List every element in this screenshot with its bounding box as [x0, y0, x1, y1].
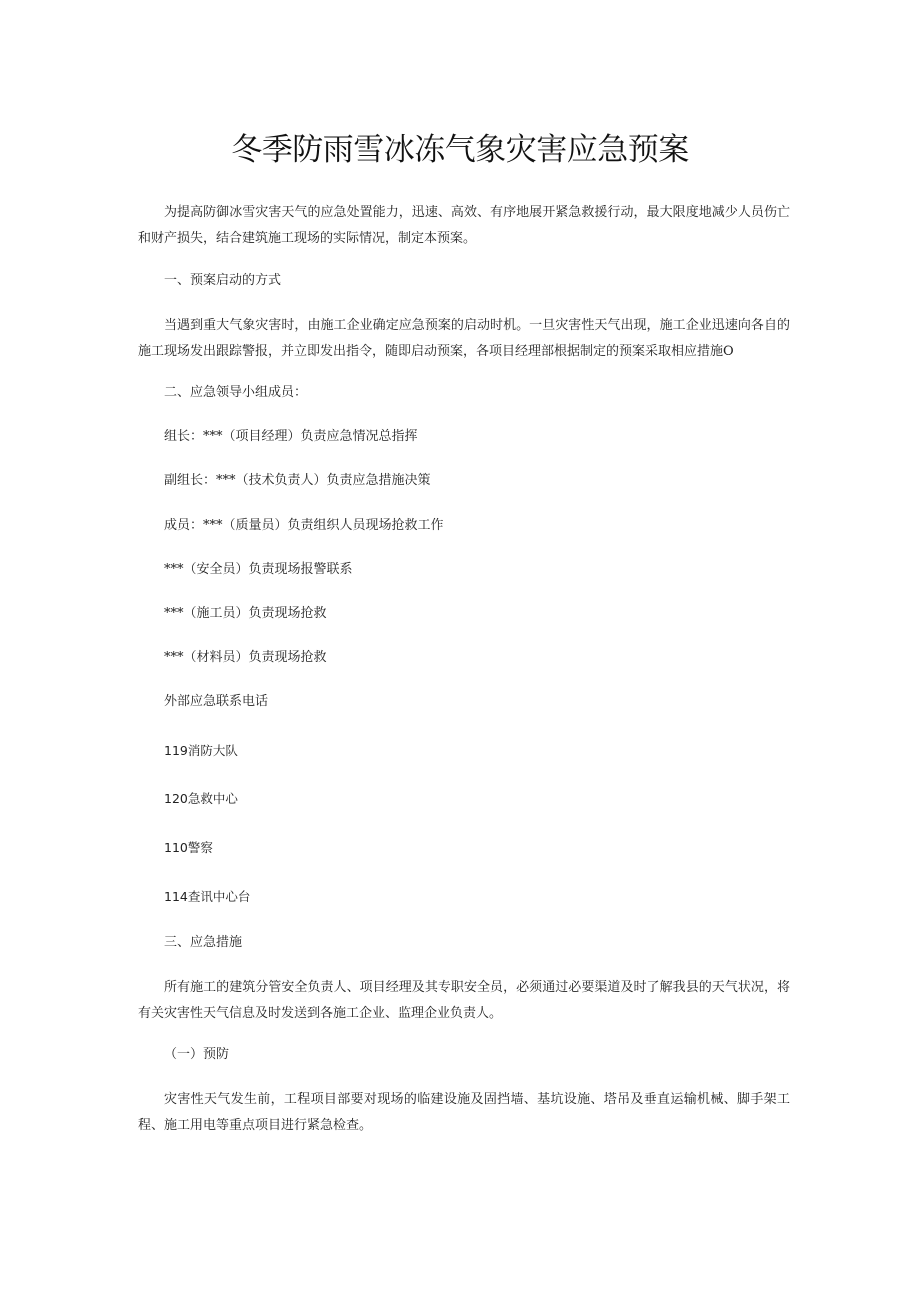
contact-fire: 119消防大队: [164, 743, 238, 758]
contacts-heading: 外部应急联系电话: [164, 694, 269, 709]
document-title: 冬季防雨雪冰冻气象灾害应急预案: [231, 132, 689, 168]
intro-paragraph: 为提高防御冰雪灾害天气的应急处置能力，迅速、高效、有序地展开紧急救援行动，最大限度地减少人员伤亡和财产损失，结合建筑施工现场的实际情况，制定本预案。: [138, 205, 790, 246]
section1-body: 当遇到重大气象灾害时，由施工企业确定应急预案的启动时机。一旦灾害性天气出现，施工企业迅速向各自的施工现场发出跟踪警报，并立即发出指令，随即启动预案，各项目经理部根据制定的预案采取相应措施O: [138, 318, 790, 359]
member-quality: 成员：***（质量员）负责组织人员现场抢救工作: [164, 518, 444, 533]
section1-heading: 一、预案启动的方式: [164, 273, 282, 288]
prevention-heading: （一）预防: [164, 1047, 230, 1062]
member-safety: ***（安全员）负责现场报警联系: [164, 562, 353, 577]
member-construction: ***（施工员）负责现场抢救: [164, 606, 327, 621]
member-leader: 组长：***（项目经理）负责应急情况总指挥: [164, 429, 418, 444]
member-materials: ***（材料员）负责现场抢救: [164, 650, 327, 665]
contact-ambulance: 120急救中心: [164, 791, 238, 806]
member-deputy-leader: 副组长：***（技术负责人）负责应急措施决策: [164, 473, 431, 488]
contact-inquiry: 114查讯中心台: [164, 889, 251, 904]
prevention-body: 灾害性天气发生前，工程项目部要对现场的临建设施及固挡墙、基坑设施、塔吊及垂直运输机械、脚手架工程、施工用电等重点项目进行紧急检查。: [138, 1092, 790, 1133]
section3-heading: 三、应急措施: [164, 935, 243, 950]
section3-body: 所有施工的建筑分管安全负责人、项目经理及其专职安全员，必须通过必要渠道及时了解我县的天气状况，将有关灾害性天气信息及时发送到各施工企业、监理企业负责人。: [138, 980, 790, 1021]
section2-heading: 二、应急领导小组成员：: [164, 385, 308, 400]
contact-police: 110警察: [164, 840, 213, 855]
